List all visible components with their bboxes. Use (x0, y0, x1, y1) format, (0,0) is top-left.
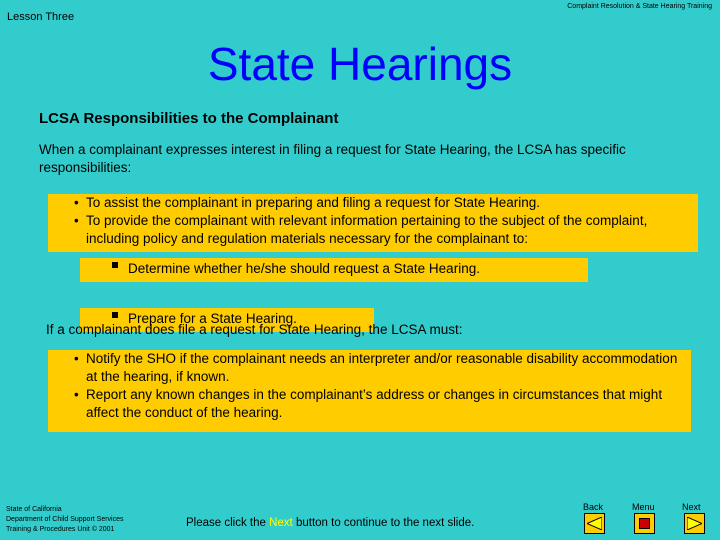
intro-paragraph: When a complainant expresses interest in filing a request for State Hearing, the LCSA has specific responsibilities: (39, 142, 626, 175)
bullet-text: Notify the SHO if the complainant needs an interpreter and/or reasonable disability accommodation at the hearing, if known. (86, 351, 678, 384)
bullet-icon: • (74, 387, 79, 402)
square-bullet-icon (112, 312, 118, 318)
menu-button[interactable] (634, 513, 655, 534)
lesson-label: Lesson Three (7, 11, 75, 23)
instruction-next-word: Next (269, 517, 293, 529)
course-title: Complaint Resolution & State Hearing Training (567, 3, 712, 10)
sub-item-box (80, 258, 588, 282)
navigation-instruction (186, 517, 474, 529)
arrow-right-icon (687, 517, 702, 530)
bullet-icon: • (74, 213, 79, 228)
back-button[interactable] (584, 513, 605, 534)
responsibilities-box (48, 194, 698, 252)
bullet-item (48, 350, 691, 386)
next-button[interactable] (684, 513, 705, 534)
menu-label: Menu (632, 502, 655, 512)
sub-item-text: Determine whether he/she should request a State Hearing. (128, 261, 480, 276)
page-title: State Hearings (207, 38, 513, 90)
instruction-text: button to continue to the next slide. (292, 517, 475, 529)
square-bullet-icon (112, 262, 118, 268)
requirements-box (48, 350, 691, 432)
next-label: Next (682, 502, 701, 512)
bullet-icon: • (74, 351, 79, 366)
bullet-text: To provide the complainant with relevant information pertaining to the subject of the complaint, including policy and regulation materials necessary for the complainant to: (86, 213, 648, 246)
footer-organization (6, 505, 124, 535)
back-label: Back (583, 502, 604, 512)
instruction-text: Please click the (186, 517, 270, 529)
org-line: Department of Child Support Services (6, 516, 124, 523)
bullet-text: Report any known changes in the complainant’s address or changes in circumstances that might affect the conduct of the hearing. (86, 387, 663, 420)
bullet-icon: • (74, 195, 79, 210)
org-line: State of California (6, 506, 62, 513)
sub-item-text: Prepare for a State Hearing. (128, 311, 297, 326)
bullet-item (48, 212, 698, 248)
arrow-left-icon (587, 517, 602, 530)
org-line: Training & Procedures Unit © 2001 (6, 526, 115, 533)
bullet-item (48, 386, 691, 422)
section-subtitle: LCSA Responsibilities to the Complainant (39, 110, 339, 127)
menu-square-icon (639, 518, 650, 529)
bullet-item (48, 194, 698, 212)
bullet-text: To assist the complainant in preparing and filing a request for State Hearing. (86, 195, 541, 210)
requirements-intro: If a complainant does file a request for State Hearing, the LCSA must: (46, 322, 463, 337)
